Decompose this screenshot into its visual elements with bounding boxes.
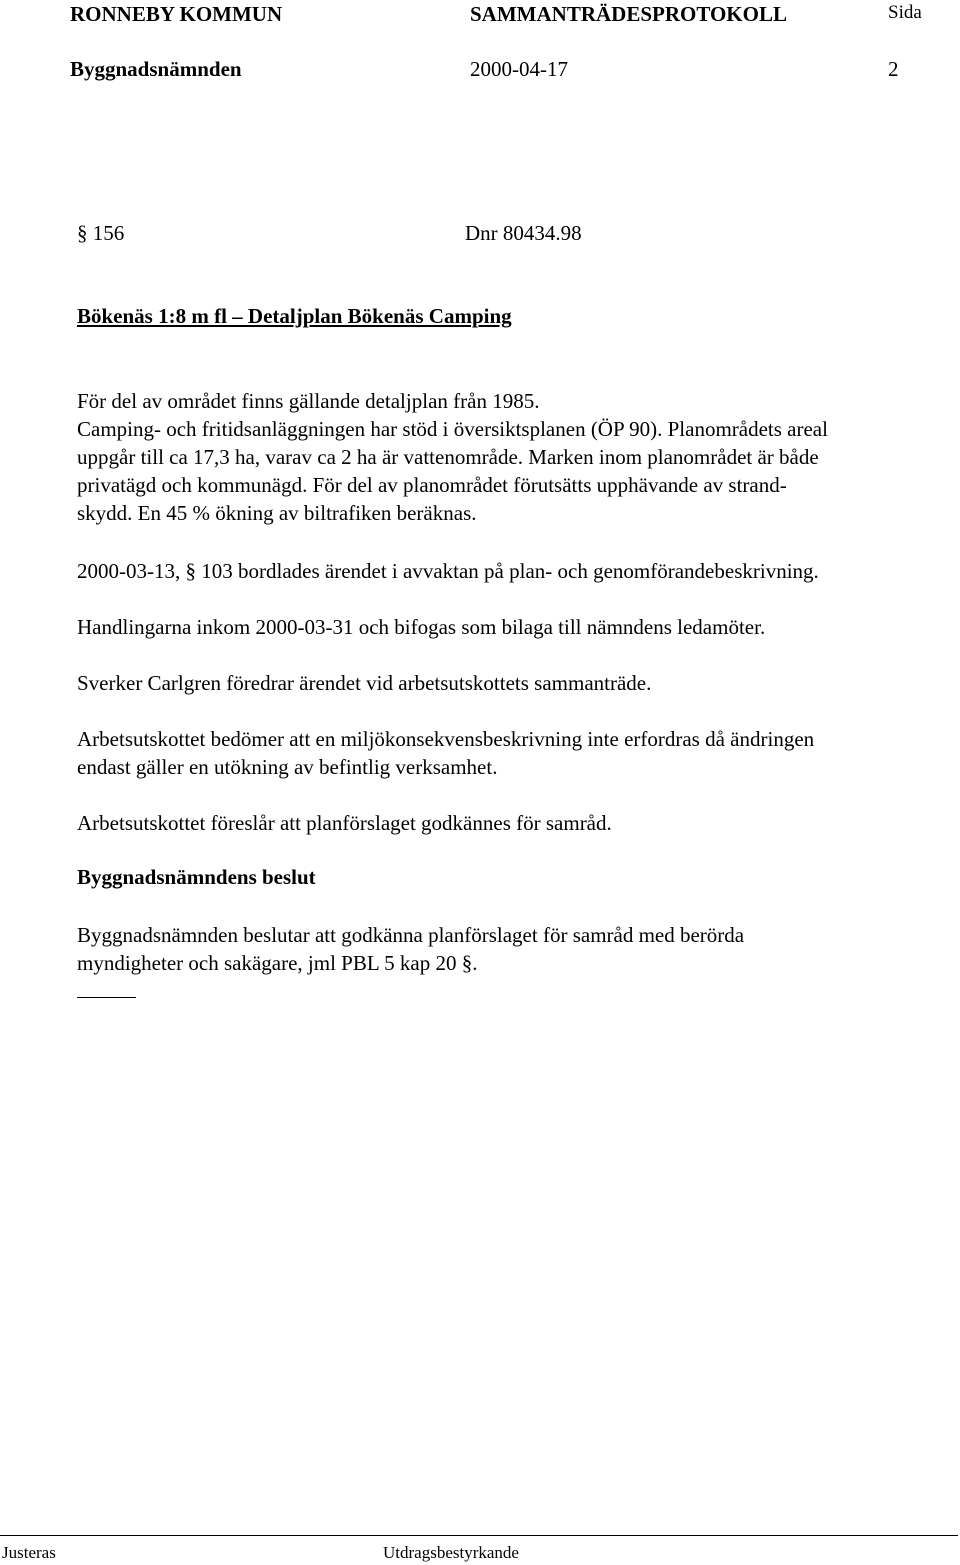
intro-line: Camping- och fritidsanläggningen har stöd i översiktsplanen (ÖP 90). Planområdets areal	[77, 417, 828, 441]
intro-line: privatägd och kommunägd. För del av planområdet förutsätts upphävande av strand-	[77, 473, 787, 497]
meeting-date: 2000-04-17	[470, 57, 568, 81]
page-number: 2	[888, 57, 899, 81]
organization-name: RONNEBY KOMMUN	[70, 2, 283, 26]
assessment-paragraph	[77, 725, 957, 781]
committee-name: Byggnadsnämnden	[70, 57, 242, 81]
presenter-paragraph: Sverker Carlgren föredrar ärendet vid arbetsutskottets sammanträde.	[77, 671, 652, 695]
assessment-line: Arbetsutskottet bedömer att en miljökonsekvensbeskrivning inte erfordras då ändringen	[77, 727, 815, 751]
case-title: Bökenäs 1:8 m fl – Detaljplan Bökenäs Camping	[77, 304, 512, 328]
case-number: Dnr 80434.98	[465, 221, 582, 245]
decision-heading: Byggnadsnämndens beslut	[77, 865, 316, 889]
decision-line: Byggnadsnämnden beslutar att godkänna planförslaget för samråd med berörda	[77, 923, 745, 947]
documents-paragraph: Handlingarna inkom 2000-03-31 och bifogas som bilaga till nämndens ledamöter.	[77, 615, 766, 639]
page-label: Sida	[888, 2, 922, 23]
document-type: SAMMANTRÄDESPROTOKOLL	[470, 2, 787, 26]
footer-extract-certification: Utdragsbestyrkande	[383, 1543, 519, 1562]
intro-line: uppgår till ca 17,3 ha, varav ca 2 ha är vattenområde. Marken inom planområdet är både	[77, 445, 819, 469]
intro-line: skydd. En 45 % ökning av biltrafiken beräknas.	[77, 501, 477, 525]
decision-line: myndigheter och sakägare, jml PBL 5 kap 20 §.	[77, 951, 478, 975]
tabling-paragraph: 2000-03-13, § 103 bordlades ärendet i avvaktan på plan- och genomförandebeskrivning.	[77, 559, 819, 583]
paragraph-number: § 156	[77, 221, 125, 245]
footer-divider	[0, 1535, 958, 1536]
proposal-paragraph: Arbetsutskottet föreslår att planförslaget godkännes för samråd.	[77, 811, 612, 835]
intro-paragraph	[77, 387, 957, 527]
footer-justeras: Justeras	[2, 1543, 56, 1562]
closing-rule	[77, 997, 136, 998]
decision-paragraph	[77, 921, 957, 977]
intro-line: För del av området finns gällande detaljplan från 1985.	[77, 389, 540, 413]
assessment-line: endast gäller en utökning av befintlig verksamhet.	[77, 755, 498, 779]
